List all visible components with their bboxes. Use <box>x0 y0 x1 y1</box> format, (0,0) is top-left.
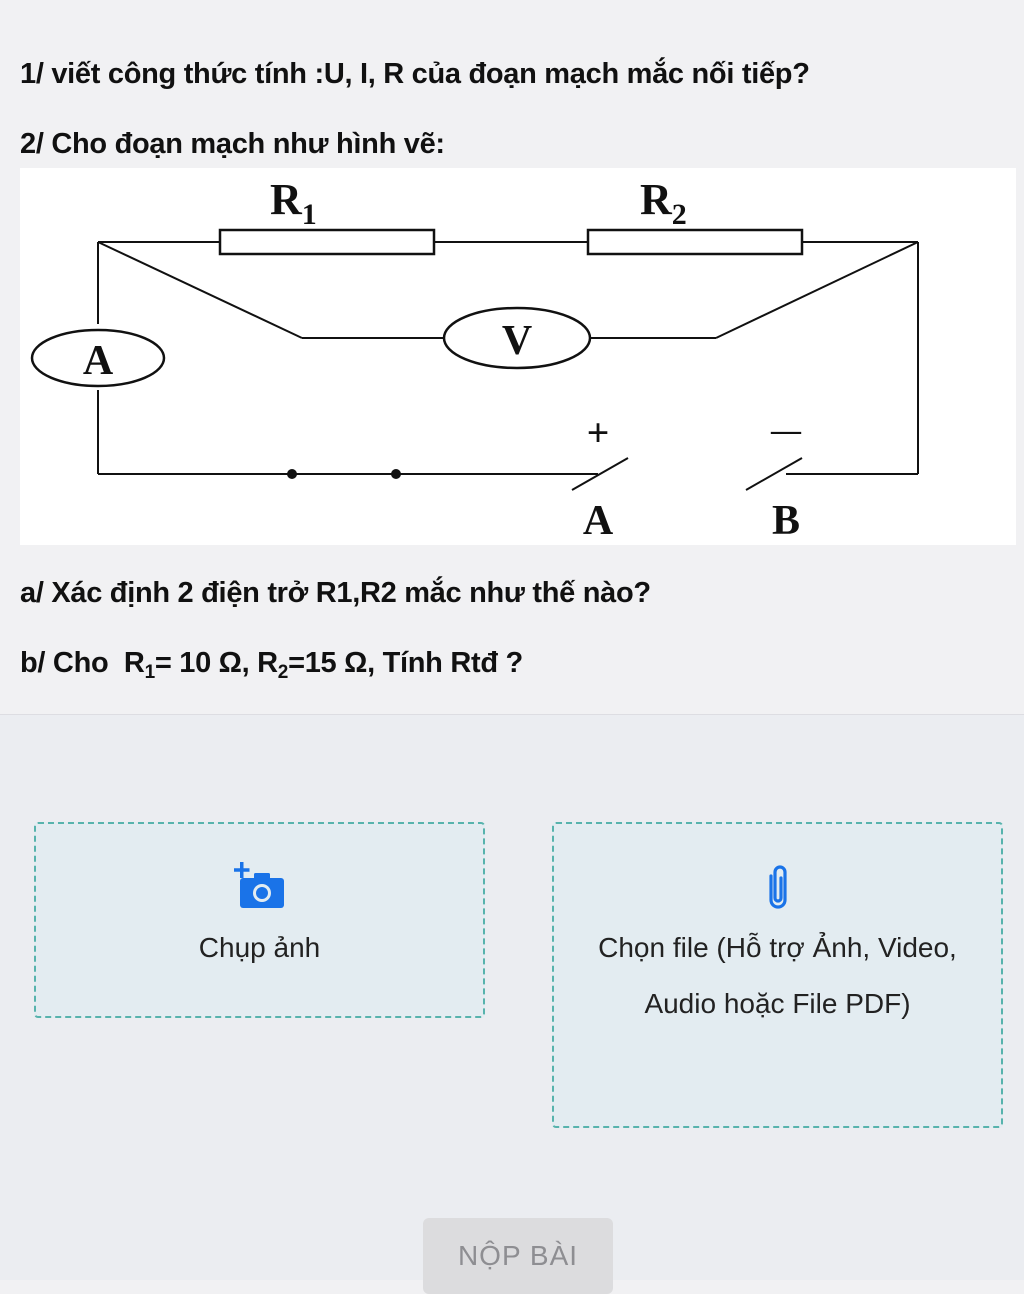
question-b <box>20 645 523 691</box>
minus-sign: — <box>771 414 801 447</box>
terminal-a-label: A <box>582 498 614 544</box>
r2-value: =15 Ω, Tính Rtđ ? <box>288 647 523 679</box>
question-2: 2/ Cho đoạn mạch như hình vẽ: <box>20 128 445 160</box>
terminal-b-label: B <box>771 498 801 544</box>
r2-subscript: 2 <box>277 662 289 683</box>
r2-symbol: R <box>257 647 278 679</box>
add-photo-icon <box>234 862 286 915</box>
ammeter-label: A <box>82 338 114 384</box>
r1-subscript: 1 <box>144 662 155 683</box>
circuit-diagram <box>20 168 1016 545</box>
take-photo-label: Chụp ảnh <box>198 932 321 963</box>
question-1: 1/ viết công thức tính :U, I, R của đoạn mạch mắc nối tiếp? <box>20 58 810 90</box>
r2-label: $R_2$ <box>640 175 687 231</box>
choose-file-button[interactable] <box>552 822 1003 1128</box>
question-a: a/ Xác định 2 điện trở R1,R2 mắc như thế nào? <box>20 577 651 609</box>
r1-value: = 10 Ω, <box>154 647 250 679</box>
paperclip-icon <box>763 862 793 919</box>
plus-sign: + <box>586 410 610 455</box>
submit-button[interactable]: NỘP BÀI <box>423 1218 613 1294</box>
resistor-r1 <box>220 230 434 254</box>
r1-label: $R_1$ <box>270 175 317 231</box>
question-b-prefix: b/ Cho <box>20 647 109 679</box>
r1-symbol: R <box>123 647 145 679</box>
resistor-r2 <box>588 230 802 254</box>
voltmeter-label: V <box>501 318 533 364</box>
take-photo-button[interactable] <box>34 822 485 1018</box>
choose-file-label: Chọn file (Hỗ trợ Ảnh, Video, Audio hoặc File PDF) <box>598 932 957 1019</box>
